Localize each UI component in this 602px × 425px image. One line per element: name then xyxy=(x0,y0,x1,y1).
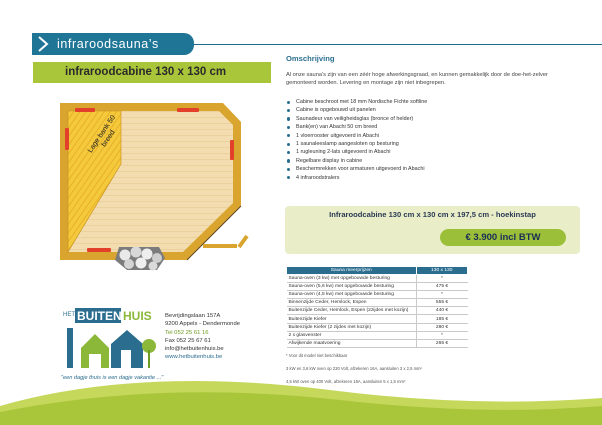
chevron-right-icon xyxy=(36,33,52,55)
list-item: Regelbare display in cabine xyxy=(286,157,427,165)
logo-buiten: BUITEN xyxy=(77,309,122,323)
contact-block xyxy=(165,312,240,362)
logo-huis: HUIS xyxy=(123,309,152,323)
fax: Fax 052 25 67 61 xyxy=(165,337,211,344)
bullet-icon xyxy=(287,143,290,146)
address-line-2: 9200 Appels - Dendermonde xyxy=(165,321,240,328)
list-item: Beschermrekken voor armaturen uitgevoerd in Abachi xyxy=(286,165,427,173)
list-item: 1 rugleuning 2-lats uitgevoerd in Abachi xyxy=(286,148,427,156)
bench-label: Lage bank 50 breed xyxy=(85,113,118,155)
bullet-icon xyxy=(287,126,290,129)
table-row: Afwijkende maatvoering 265 € xyxy=(287,339,468,347)
table-row: Buitenzijde Kiefer 185 € xyxy=(287,315,468,323)
note: * Voor dit model niet beschikbaar xyxy=(286,353,348,358)
slogan: "een dagje thuis is een dagje vakantie ..." xyxy=(61,375,164,381)
table-row: Buitenzijde Kiefer (2 zijdes met kozijn) 280 € xyxy=(287,323,468,331)
list-item: Cabine is opgebouwd uit panelen xyxy=(286,106,427,114)
note: 3 kW en 3,6 kW oven op 230 Volt, afzekeren 16A, aansluiten 3 x 2,5 mm² xyxy=(286,366,422,371)
table-row: Binnenzijde Ceder, Hemlock, Espen 555 € xyxy=(287,299,468,307)
list-item: 1 vloerrooster uitgevoerd in Abachi xyxy=(286,132,427,140)
column-header: Sauna meerprijzen xyxy=(287,267,417,275)
het-buitenhuis-logo xyxy=(61,306,157,372)
table-row: Sauna-oven (4,5 kw) met opgebouwde besturing * xyxy=(287,291,468,299)
floor-plan xyxy=(57,100,250,290)
email-link[interactable]: info@hetbuitenhuis.be xyxy=(165,346,224,353)
address-line-1: Bevrijdingslaan 157A xyxy=(165,313,221,319)
bullet-icon xyxy=(287,151,290,154)
table-row: Sauna-oven (5,6 kw) met opgebouwde besturing 475 € xyxy=(287,283,468,291)
logo-het: HET xyxy=(63,312,75,318)
bullet-icon xyxy=(287,168,290,171)
price-subtitle: Infraroodcabine 130 cm x 130 cm x 197,5 cm - hoekinstap xyxy=(329,210,536,219)
table-row: Sauna-oven (3 kw) met opgebouwde besturing * xyxy=(287,275,468,283)
list-item: 4 infraroodstralers xyxy=(286,174,427,182)
list-item: Saunadeur van veiligheidsglas (bronce of helder) xyxy=(286,115,427,123)
table-notes xyxy=(286,352,422,391)
description-heading: Omschrijving xyxy=(286,54,335,63)
phone: Tel 052 25 61 16 xyxy=(165,329,209,336)
table-row: Buitenzijde Ceder, Hemlock, Espen (2zijdes met kozijn) 440 € xyxy=(287,307,468,315)
banner-title: infraroodsauna’s xyxy=(57,37,159,51)
column-header: 130 x 130 xyxy=(416,267,468,275)
bullet-icon xyxy=(287,159,290,162)
options-table xyxy=(286,266,468,348)
feature-list xyxy=(286,98,427,182)
website-link[interactable]: www.hetbuitenhuis.be xyxy=(165,354,223,361)
list-item: Cabine beschroot met 18 mm Nordische Fichte softline xyxy=(286,98,427,106)
bullet-icon xyxy=(287,109,290,112)
note: 4,5 kW oven op 400 Volt, afzekeren 16A, aansluiten 5 x 1,5 mm² xyxy=(286,379,406,384)
product-title: infraroodcabine 130 x 130 cm xyxy=(65,66,227,78)
bullet-icon xyxy=(287,134,290,137)
price-tag: € 3.900 incl BTW xyxy=(440,229,566,246)
list-item: 1 saunaleeslamp aangesloten op besturing xyxy=(286,140,427,148)
bullet-icon xyxy=(287,101,290,104)
description-text: Al onze sauna's zijn van een zéér hoge afwerkingsgraad, en kunnen gemakkelijk door de doe-het-zelver gemonteerd worden. Levering en montage zijn niet inbegrepen. xyxy=(286,72,548,87)
table-header-row xyxy=(287,267,468,275)
bullet-icon xyxy=(287,117,290,120)
list-item: Bank(en) van Abachi 50 cm breed xyxy=(286,123,427,131)
table-row: 2 x glasvenster * xyxy=(287,331,468,339)
bullet-icon xyxy=(287,176,290,179)
